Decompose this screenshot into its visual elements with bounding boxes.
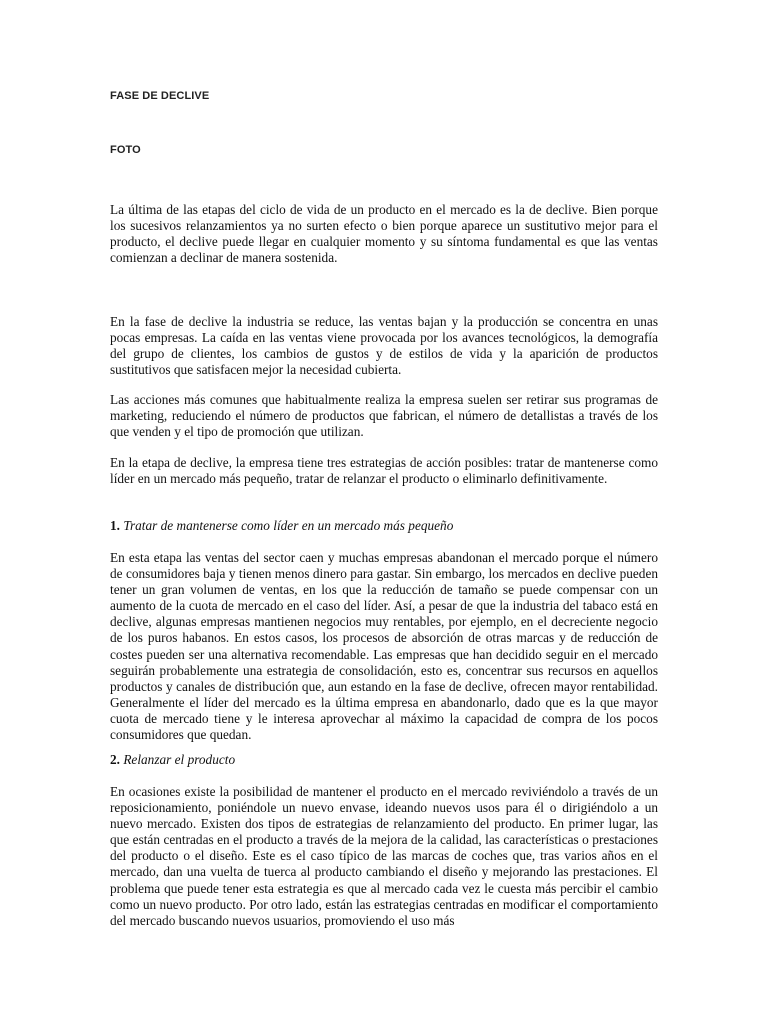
section-2-heading bbox=[110, 752, 235, 768]
section-2-number: 2. bbox=[110, 752, 120, 767]
paragraph-actions: Las acciones más comunes que habitualmente realiza la empresa suelen ser retirar sus programas de marketing, reduciendo el número de productos que fabrican, el número de detallistas a través de los que venden y el tipo de promoción que utilizan. bbox=[110, 392, 658, 440]
section-2-title: Relanzar el producto bbox=[123, 752, 236, 767]
paragraph-strategies: En la etapa de declive, la empresa tiene tres estrategias de acción posibles: tratar de mantenerse como líder en un mercado más pequeño, tratar de relanzar el producto o eliminarlo definitivamente. bbox=[110, 455, 658, 487]
paragraph-industry: En la fase de declive la industria se reduce, las ventas bajan y la producción se concentra en unas pocas empresas. La caída en las ventas viene provocada por los avances tecnológicos, la demografía del grupo de clientes, los cambios de gustos y de estilos de vida y la aparición de productos sustitutivos que satisfacen mejor la necesidad cubierta. bbox=[110, 314, 658, 378]
heading-foto: FOTO bbox=[110, 144, 141, 156]
paragraph-intro: La última de las etapas del ciclo de vida de un producto en el mercado es la de declive. Bien porque los sucesivos relanzamientos ya no surten efecto o bien porque aparece un sustitutivo mejor para el producto, el declive puede llegar en cualquier momento y su síntoma fundamental es que las ventas comienzan a declinar de manera sostenida. bbox=[110, 202, 658, 266]
paragraph-leader: En esta etapa las ventas del sector caen y muchas empresas abandonan el mercado porque el número de consumidores baja y tienen menos dinero para gastar. Sin embargo, los mercados en declive pueden tener un gran volumen de ventas, en los que la reducción de tamaño se puede compensar con un aumento de la cuota de mercado en el caso del líder. Así, a pesar de que la industria del tabaco está en declive, algunas empresas mantienen negocios muy rentables, por ejemplo, en el decreciente negocio de los puros habanos. En estos casos, los procesos de absorción de otras marcas y de reducción de costes pueden ser una alternativa recomendable. Las empresas que han decidido seguir en el mercado seguirán probablemente una estrategia de consolidación, esto es, concentrar sus recursos en aquellos productos y canales de distribución que, aun estando en la fase de declive, ofrecen mayor rentabilidad. Generalmente el líder del mercado es la última empresa en abandonarlo, dado que es la que mayor cuota de mercado tiene y le interesa aprovechar al máximo la capacidad de compra de los pocos consumidores que quedan. bbox=[110, 550, 658, 743]
section-1-title: Tratar de mantenerse como líder en un mercado más pequeño bbox=[123, 518, 454, 533]
paragraph-relaunch: En ocasiones existe la posibilidad de mantener el producto en el mercado reviviéndolo a través de un reposicionamiento, poniéndole un nuevo envase, ideando nuevos usos para él o dirigiéndolo a un nuevo mercado. Existen dos tipos de estrategias de relanzamiento del producto. En primer lugar, las que están centradas en el producto a través de la mejora de la calidad, las características o prestaciones del producto o el diseño. Este es el caso típico de las marcas de coches que, tras varios años en el mercado, dan una vuelta de tuerca al producto cambiando el diseño y mejorando las prestaciones. El problema que puede tener esta estrategia es que al mercado cada vez le cuesta más percibir el cambio como un nuevo producto. Por otro lado, están las estrategias centradas en modificar el comportamiento del mercado buscando nuevos usuarios, promoviendo el uso más bbox=[110, 784, 658, 928]
section-1-number: 1. bbox=[110, 518, 120, 533]
section-1-heading bbox=[110, 518, 453, 534]
heading-fase-de-declive: FASE DE DECLIVE bbox=[110, 90, 210, 102]
